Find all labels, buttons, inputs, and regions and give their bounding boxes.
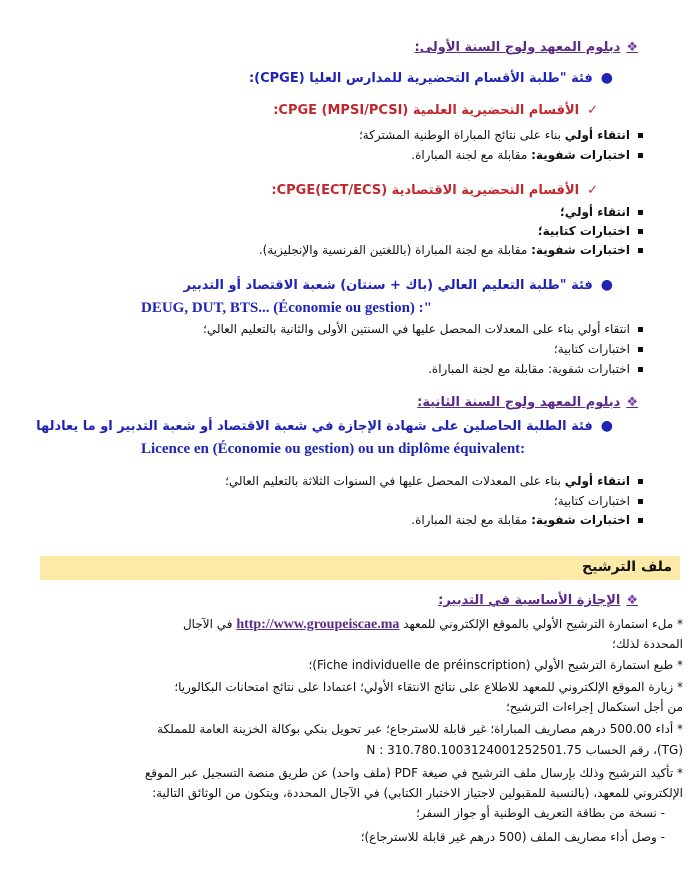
square-bullet-icon	[638, 248, 643, 253]
square-bullet-icon	[638, 499, 643, 504]
square-bullet-icon	[638, 479, 643, 484]
dot-bullet-icon: ●	[600, 70, 613, 86]
sub-cpge-scientific-title: ✓الأقسام التحضيرية العلمية CPGE (MPSI/PCSI):	[273, 103, 598, 118]
check-icon: ✓	[587, 183, 598, 198]
dossier-line-1: * ملء استمارة الترشيح الأولي بالموقع الإلكتروني للمعهد http://www.groupeiscae.ma في الآجال	[182, 617, 683, 632]
list-item: انتقاء أولي؛	[560, 205, 643, 219]
diamond-bullet-icon: ❖	[626, 40, 638, 55]
square-bullet-icon	[638, 367, 643, 372]
dossier-title: ملف الترشيح	[582, 559, 672, 575]
list-item: اختبارات كتابية؛	[554, 342, 643, 356]
diamond-bullet-icon: ❖	[626, 395, 638, 410]
list-item: انتقاء أولي بناء على المعدلات المحصل عليها في السنتين الأولى والثانية بالتعليم العالي؛	[203, 322, 643, 336]
category-licence-title: ●فئة الطلبة الحاصلين على شهادة الإجازة في شعبة الاقتصاد أو شعبة التدبير او ما يعادلها	[36, 418, 613, 434]
dossier-line-2: * طبع استمارة الترشيح الأولي (Fiche individuelle de préinscription)؛	[308, 658, 683, 672]
square-bullet-icon	[638, 133, 643, 138]
dot-bullet-icon: ●	[600, 418, 613, 434]
square-bullet-icon	[638, 229, 643, 234]
section-title-year1: ❖دبلوم المعهد ولوج السنة الأولى:	[414, 40, 638, 55]
dot-bullet-icon: ●	[600, 277, 613, 293]
dossier-header-bar	[40, 556, 680, 580]
list-item: اختبارات شفوية: مقابلة مع لجنة المباراة.	[411, 148, 643, 162]
category-licence-subtitle: Licence en (Économie ou gestion) ou un diplôme équivalent:	[141, 441, 526, 457]
list-item: اختبارات شفوية: مقابلة مع لجنة المباراة.	[428, 362, 643, 376]
check-icon: ✓	[587, 103, 598, 118]
category-cpge-title: ●فئة "طلبة الأقسام التحضيرية للمدارس العليا (CPGE):	[248, 70, 613, 86]
sub-cpge-economic-title: ✓الأقسام التحضيرية الاقتصادية CPGE(ECT/ECS):	[271, 183, 598, 198]
section-title-year2: ❖دبلوم المعهد ولوج السنة الثانية:	[417, 395, 638, 410]
dossier-line-1b: المحددة لذلك؛	[612, 637, 683, 651]
square-bullet-icon	[638, 153, 643, 158]
diamond-bullet-icon: ❖	[626, 593, 638, 608]
list-item: اختبارات كتابية؛	[538, 224, 643, 238]
category-higher-ed-subtitle: DEUG, DUT, BTS... (Économie ou gestion) :"	[141, 300, 432, 316]
dossier-subtitle: ❖الإجازة الأساسية في التدبير:	[438, 593, 638, 608]
square-bullet-icon	[638, 347, 643, 352]
dossier-line-5: * تأكيد الترشيح وذلك بإرسال ملف الترشيح في صيغة PDF (ملف واحد) عن طريق منصة التسجيل عبر الموقع	[144, 766, 683, 780]
category-higher-ed-title: ●فئة "طلبة التعليم العالي (باك + سنتان) شعبة الاقتصاد أو التدبير	[183, 277, 613, 293]
dossier-line-4b: (TG)، رقم الحساب N : 310.780.1003124001252501.75	[366, 743, 683, 757]
list-item: اختبارات كتابية؛	[554, 494, 643, 508]
list-item: انتقاء أولي بناء على نتائج المباراة الوطنية المشتركة؛	[359, 128, 643, 142]
dossier-line-3b: من أجل استكمال إجراءات الترشيح؛	[505, 700, 683, 714]
dossier-line-6: - نسخة من بطاقة التعريف الوطنية أو جواز السفر؛	[416, 806, 665, 820]
dossier-line-3: * زيارة الموقع الإلكتروني للمعهد للاطلاع على نتائج الانتقاء الأولي؛ اعتمادا على نتائج امتحانات البكالوريا؛	[174, 680, 683, 694]
square-bullet-icon	[638, 210, 643, 215]
square-bullet-icon	[638, 327, 643, 332]
dossier-line-5b: الإلكتروني للمعهد، (بالنسبة للمقبولين لاجتياز الاختبار الكتابي) في الآجال المحددة، ويتكون من الوثائق التالية:	[152, 786, 683, 800]
square-bullet-icon	[638, 518, 643, 523]
dossier-line-7: - وصل أداء مصاريف الملف (500 درهم غير قابلة للاسترجاع)؛	[360, 830, 665, 844]
dossier-line-4: * أداء 500.00 درهم مصاريف المباراة؛ غير قابلة للاسترجاع؛ عبر تحويل بنكي بوكالة الخزينة العامة للمملكة	[157, 722, 683, 736]
list-item: انتقاء أولي بناء على المعدلات المحصل عليها في السنوات الثلاثة بالتعليم العالي؛	[225, 474, 643, 488]
list-item: اختبارات شفوية: مقابلة مع لجنة المباراة.	[411, 513, 643, 527]
institute-website-link[interactable]: http://www.groupeiscae.ma	[236, 617, 400, 632]
list-item: اختبارات شفوية: مقابلة مع لجنة المباراة (باللغتين الفرنسية والإنجليزية).	[259, 243, 643, 257]
